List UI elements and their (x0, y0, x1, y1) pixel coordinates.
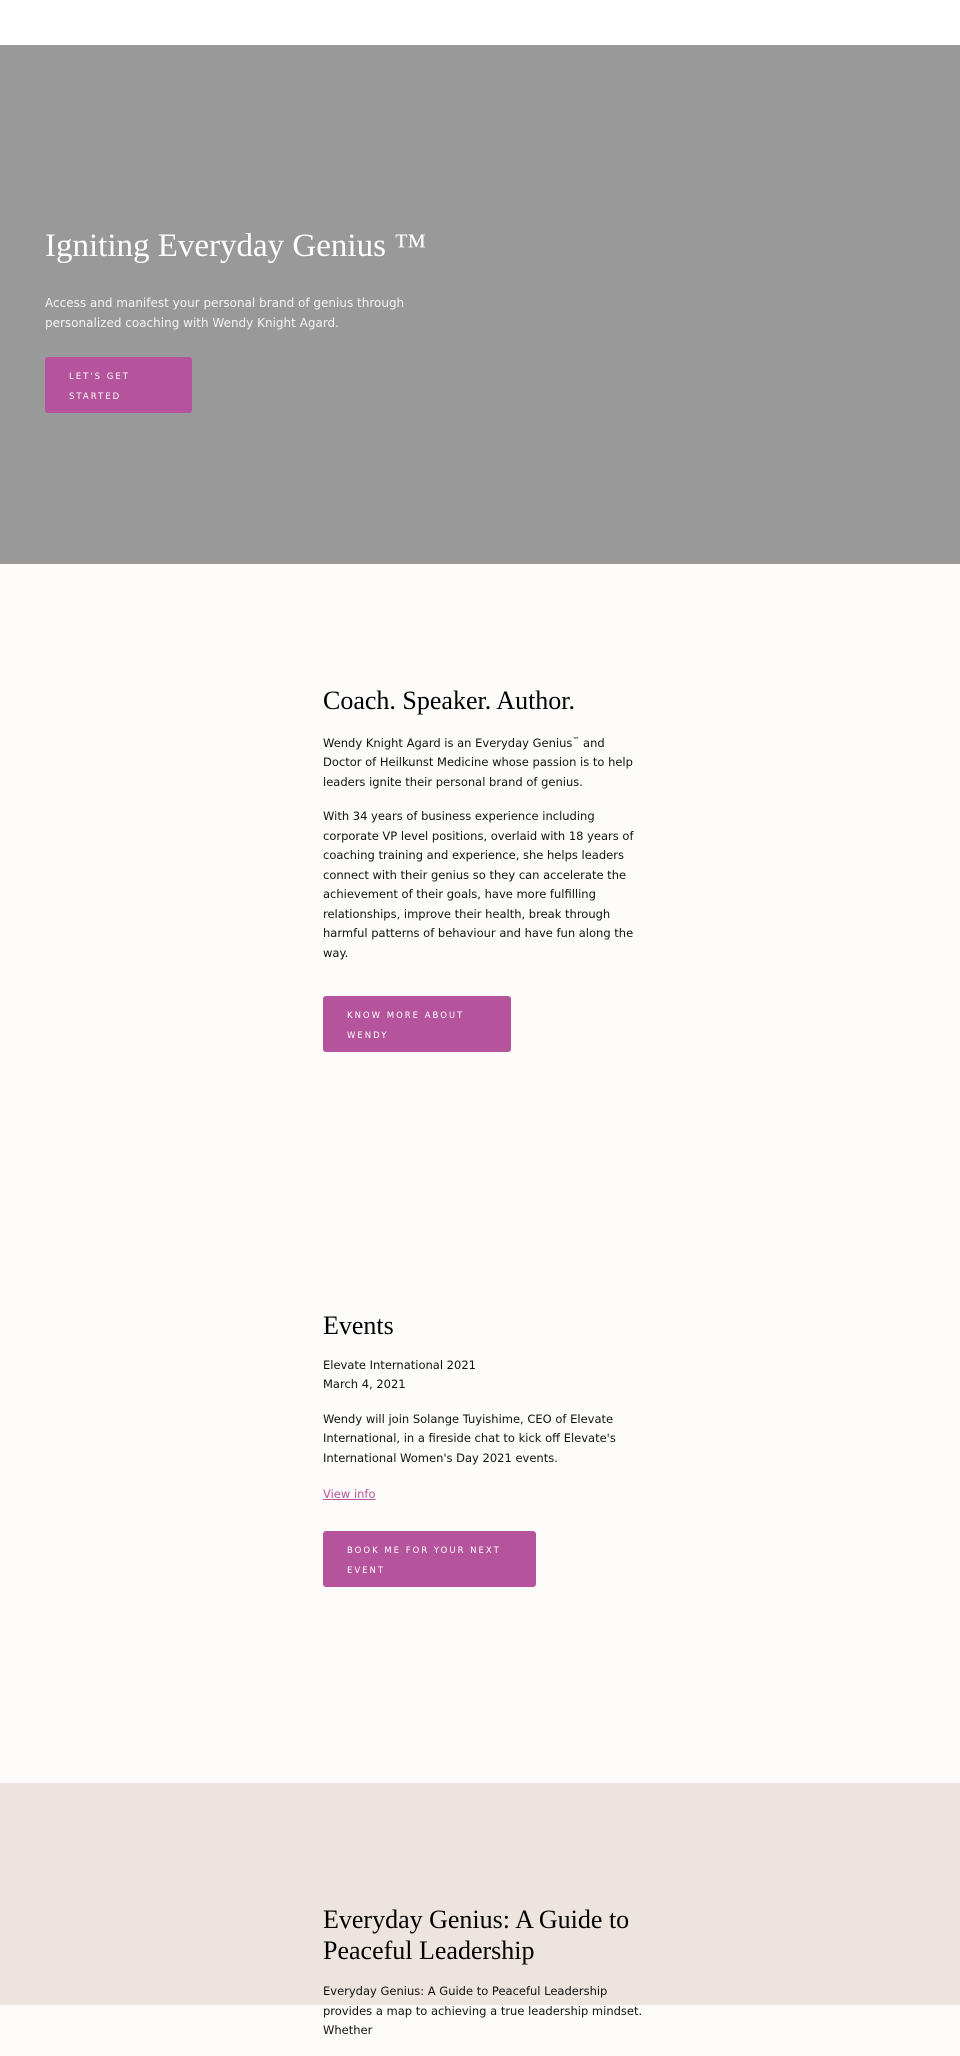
about-p1-start: Wendy Knight Agard is an Everyday Genius (323, 735, 573, 750)
book-title: Everyday Genius: A Guide to Peaceful Leadership (323, 1905, 630, 1965)
trademark-mark: ™ (572, 735, 580, 744)
about-content (323, 686, 643, 1052)
hero-title: Igniting Everyday Genius ™ (45, 228, 427, 264)
book-content (323, 1905, 653, 2056)
know-more-about-wendy-button[interactable]: KNOW MORE ABOUT WENDY (323, 996, 511, 1052)
events-section (0, 1173, 960, 1783)
view-info-link[interactable]: View info (323, 1487, 376, 1502)
about-paragraph-1 (323, 731, 643, 792)
about-title: Coach. Speaker. Author. (323, 686, 576, 715)
lets-get-started-button[interactable]: LET'S GET STARTED (45, 357, 192, 413)
event-name: Elevate International 2021 (323, 1357, 476, 1372)
event-info (323, 1356, 643, 1395)
events-title: Events (323, 1311, 394, 1340)
book-description: Everyday Genius: A Guide to Peaceful Leadership provides a map to achieving a true leadership mindset. Whether (323, 1984, 643, 2038)
top-header-bar (0, 0, 960, 45)
about-paragraph-2: With 34 years of business experience including corporate VP level positions, overlaid with 18 years of coaching training and experience, she helps leaders connect with their genius so they can accelerate the achievement of their goals, have more fulfilling relationships, improve their health, break through harmful patterns of behaviour and have fun along the way. (323, 809, 634, 960)
event-date: March 4, 2021 (323, 1377, 406, 1392)
event-description: Wendy will join Solange Tuyishime, CEO of Elevate International, in a fireside chat to kick off Elevate's International Women's Day 2021 events. (323, 1411, 616, 1465)
book-section (0, 1783, 960, 2038)
events-content (323, 1311, 643, 1587)
about-p1-end: and Doctor of Heilkunst Medicine whose passion is to help leaders ignite their personal brand of genius. (323, 735, 633, 789)
hero-subtitle: Access and manifest your personal brand of genius through personalized coaching with Wendy Knight Agard. (45, 295, 405, 330)
book-me-button[interactable]: BOOK ME FOR YOUR NEXT EVENT (323, 1531, 536, 1587)
about-section (0, 564, 960, 1173)
hero-section (0, 45, 960, 564)
hero-content (45, 227, 425, 413)
